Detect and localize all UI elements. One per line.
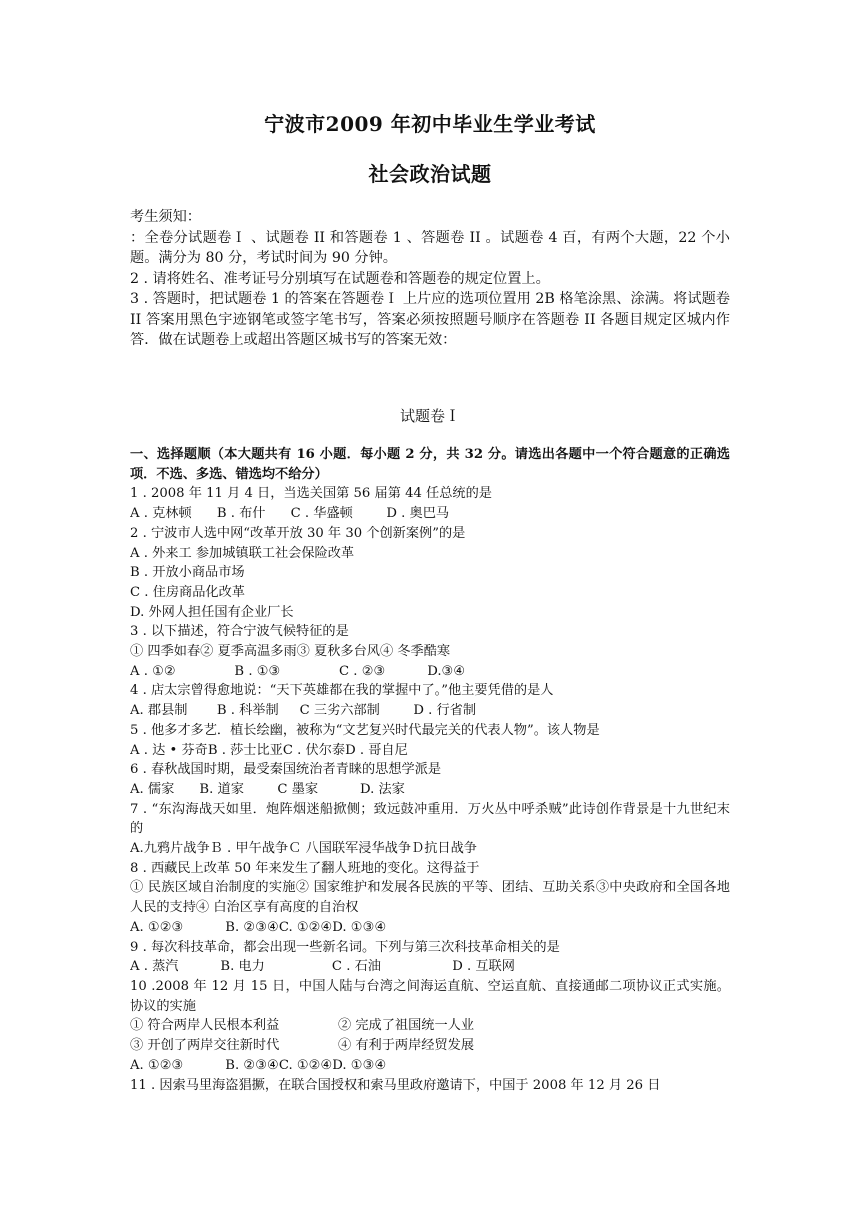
question-stem: 1 . 2008 年 11 月 4 日，当选关国第 56 届第 44 任总统的是: [130, 486, 492, 502]
question-option-line: ③ 开创了两岸交往新时代 ④ 有利于两岸经贸发展: [130, 1038, 475, 1054]
exam-subtitle: 社会政治试题: [368, 162, 492, 186]
question-option-line: ① 四季如春② 夏季高温多雨③ 夏秋多台风④ 冬季酷寒: [130, 644, 451, 660]
paper-title: 试题卷Ｉ: [399, 407, 460, 425]
question-list: [130, 484, 730, 1095]
question-stem: 4 . 店太宗曾得愈地说：“天下英雄都在我的掌握中了。”他主要凭借的是人: [130, 683, 554, 699]
question-option-line: A . 达 • 芬奇B . 莎士比亚C . 伏尔泰D . 哥自尼: [130, 742, 408, 758]
question-option-line: B . 开放小商品市场: [130, 565, 245, 581]
question-option-line: A. 郡县制 B . 科举制 C 三劣六部制 D . 行省制: [130, 703, 477, 719]
question-option-line: A. 儒家 B. 道家 C 墨家 D. 法家: [130, 781, 405, 797]
notice-line: ：全卷分试题卷Ｉ 、试题卷 II 和答题卷 1 、答题卷 II 。试题卷 4 百，有两个大题，22 个小题。满分为 80 分，考试时间为 90 分钟。: [130, 229, 730, 266]
section-heading: 一、选择题顺（本大题共有 16 小题．每小题 2 分，共 32 分。请选出各题中一个符合题意的正确选项．不选、多选、错选均不给分）: [130, 447, 730, 482]
question-option-line: A.九鸦片战争Ｂ . 甲午战争Ｃ 八国联军浸华战争Ｄ抗日战争: [130, 841, 477, 857]
question-option-line: A . 蒸汽 B. 电力 C . 石油 D . 互联网: [130, 959, 515, 975]
question-stem: 7 . “东沟海战天如里．炮阵烟迷船掀侧；致远鼓冲重用．万火丛中呼杀贼”此诗创作背景是十九世纪末的: [130, 801, 730, 837]
notice-line: 3 . 答题时，把试题卷 1 的答案在答题卷Ｉ 上片应的选项位置用 2B 格笔涂黑、涂满。将试题卷 II 答案用黑色宇迹钢笔或签字笔书写，答案必须按照题号顺序在答题卷 II 各题目规定区城内作答．做在试题卷上或超出答题区城书写的答案无效：: [130, 291, 730, 348]
question-option-line: ① 符合两岸人民根本利益 ② 完成了祖国统一人业: [130, 1018, 475, 1034]
question-stem: 11 . 因索马里海盗猖撅，在联合国授权和索马里政府邀请下，中国于 2008 年 12 月 26 日: [130, 1077, 661, 1093]
question-option-line: A . ①② B . ①③ C . ②③ D.③④: [130, 663, 466, 679]
question-stem: 10 .2008 年 12 月 15 日，中国人陆与台湾之间海运直航、空运直航、直接通邮二项协议正式实施。协议的实施: [130, 978, 730, 1014]
question-stem: 2 . 宁波市人选中网“改革开放 30 年 30 个创新案例”的是: [130, 525, 466, 541]
question-stem: 6 . 春秋战国时期，最受秦国统治者青睐的思想学派是: [130, 762, 442, 778]
notice-heading: 考生须知：: [130, 209, 201, 225]
question-option-line: C . 住房商品化改革: [130, 584, 245, 600]
candidate-notice: [130, 207, 730, 351]
question-stem: 3 . 以下描述，符合宁波气候特征的是: [130, 624, 349, 640]
question-option-line: A . 外来工 参加城镇联工社会保险改革: [130, 545, 355, 561]
question-option-line: A. ①②③ B. ②③④C. ①②④D. ①③④: [130, 919, 387, 935]
question-option-line: A. ①②③ B. ②③④C. ①②④D. ①③④: [130, 1057, 387, 1073]
question-section: [130, 445, 730, 1095]
question-option-line: ① 民族区域自治制度的实施② 国家维护和发展各民族的平等、团结、互助关系③中央政府和全国各地人民的支持④ 白治区享有高度的自治权: [130, 880, 730, 916]
question-option-line: D. 外网人担任国有企业厂长: [130, 604, 294, 620]
question-stem: 5 . 他多才多艺．植长绘幽，被称为“文艺复兴时代最完关的代表人物”。该人物是: [130, 722, 600, 738]
question-option-line: A . 克林顿 B . 布什 C . 华盛顿 D . 奥巴马: [130, 506, 450, 522]
notice-line: 2 . 请将姓名、准考证号分别填写在试题卷和答题卷的规定位置上。: [130, 270, 550, 287]
exam-title: 宁波市2009 年初中毕业生学业考试: [264, 112, 596, 136]
question-stem: 9 . 每次科技革命，都会出现一些新名词。下列与第三次科技革命相关的是: [130, 939, 560, 955]
question-stem: 8 . 西藏民上改革 50 年来发生了翻人班地的变化。这得益于: [130, 860, 480, 876]
